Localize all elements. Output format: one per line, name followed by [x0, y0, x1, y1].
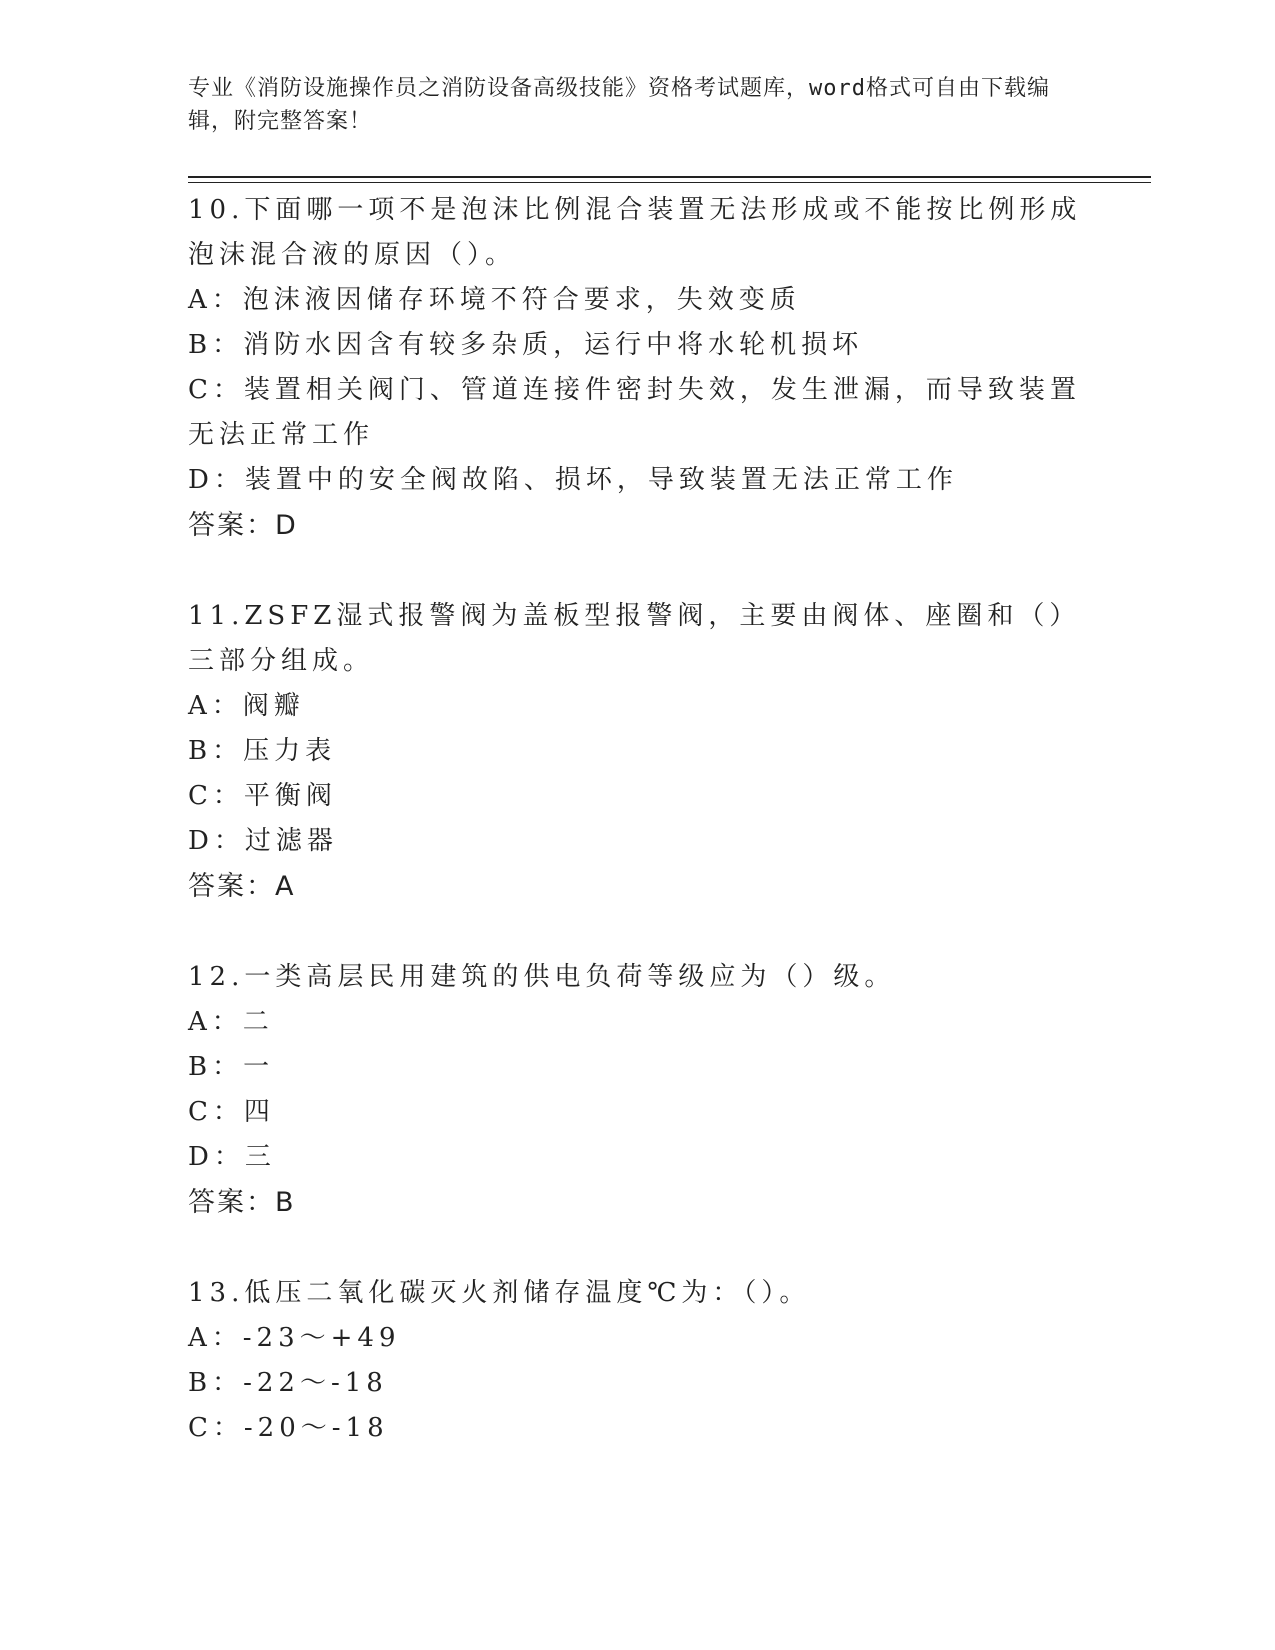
option-b: B：-22～-18: [188, 1368, 388, 1398]
question-11: [188, 594, 1088, 909]
answer-label: 答案：A: [188, 871, 296, 902]
question-13: [188, 1271, 1088, 1451]
option-c: C：-20～-18: [188, 1413, 389, 1443]
question-stem: 10.下面哪一项不是泡沫比例混合装置无法形成或不能按比例形成泡沫混合液的原因（）。: [188, 195, 1082, 270]
option-a: A：阀瓣: [188, 691, 305, 721]
question-12: [188, 955, 1088, 1225]
option-a: A：-23～+49: [188, 1323, 401, 1353]
option-a: A：二: [188, 1007, 274, 1037]
option-b: B：压力表: [188, 736, 337, 766]
option-d: D：三: [188, 1142, 276, 1172]
option-c: C：装置相关阀门、管道连接件密封失效，发生泄漏，而导致装置无法正常工作: [188, 375, 1081, 450]
question-list: [188, 188, 1088, 1451]
option-d: D：装置中的安全阀故陷、损坏，导致装置无法正常工作: [188, 465, 958, 495]
option-a: A：泡沫液因储存环境不符合要求，失效变质: [188, 285, 801, 315]
question-10: [188, 188, 1088, 548]
document-header: 专业《消防设施操作员之消防设备高级技能》资格考试题库，word格式可自由下载编辑，附完整答案！: [188, 76, 1050, 134]
answer-label: 答案：B: [188, 1187, 296, 1218]
header-divider-thick: [188, 176, 1151, 178]
header-divider-thin: [188, 182, 1151, 183]
question-spacer: [188, 909, 1088, 955]
option-c: C：四: [188, 1097, 275, 1127]
question-stem: 13.低压二氧化碳灭火剂储存温度℃为：（）。: [188, 1278, 811, 1308]
question-stem: 11.ZSFZ湿式报警阀为盖板型报警阀，主要由阀体、座圈和（）三部分组成。: [188, 601, 1081, 676]
question-spacer: [188, 1225, 1088, 1271]
answer-label: 答案：D: [188, 510, 298, 541]
question-spacer: [188, 548, 1088, 594]
option-c: C：平衡阀: [188, 781, 337, 811]
option-b: B：消防水因含有较多杂质，运行中将水轮机损坏: [188, 330, 864, 360]
option-b: B：一: [188, 1052, 275, 1082]
option-d: D：过滤器: [188, 826, 338, 856]
question-stem: 12.一类高层民用建筑的供电负荷等级应为（）级。: [188, 962, 896, 992]
